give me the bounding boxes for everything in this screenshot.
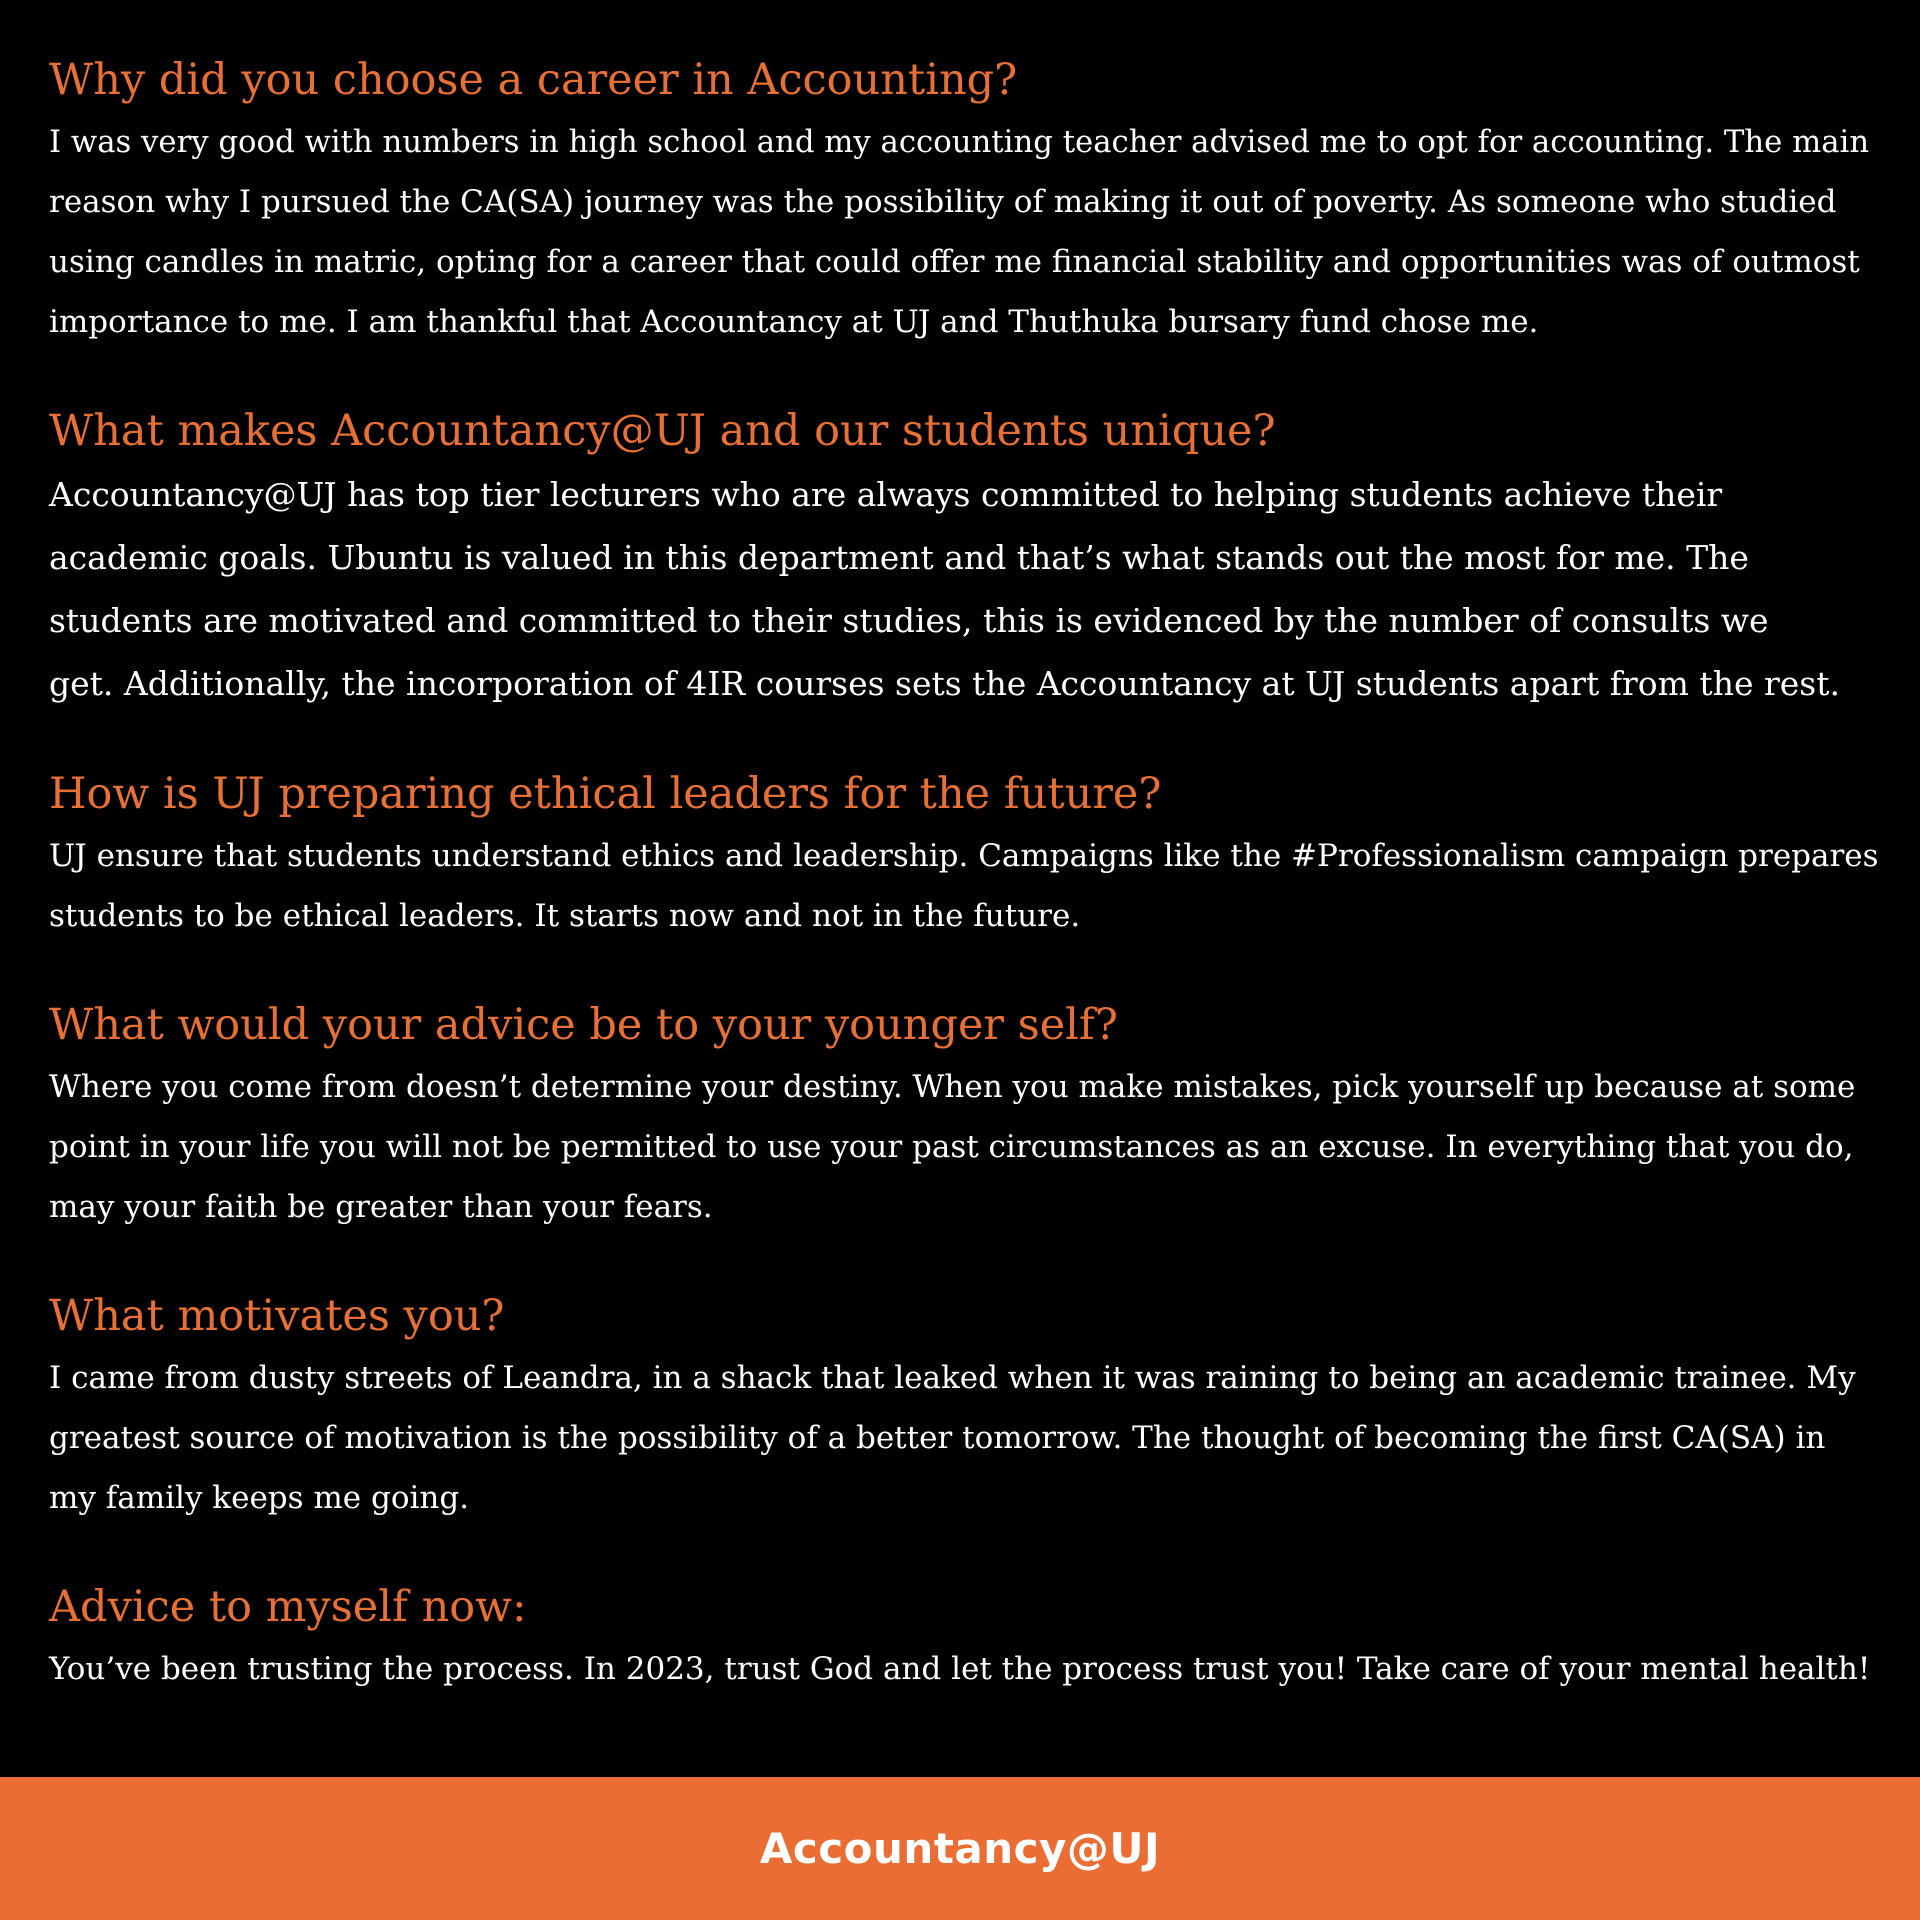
answer-line: reason why I pursued the CA(SA) journey was the possibility of making it out of poverty. As someone who studied xyxy=(49,184,1837,220)
qa-section-younger-self xyxy=(49,993,1879,1237)
answer-line: academic goals. Ubuntu is valued in this department and that’s what stands out the most for me. The xyxy=(49,538,1749,577)
qa-content xyxy=(49,48,1879,1699)
answer-line: get. Additionally, the incorporation of 4IR courses sets the Accountancy at UJ students apart from the rest. xyxy=(49,664,1840,703)
answer-text xyxy=(49,1639,1879,1699)
answer-line: Where you come from doesn’t determine your destiny. When you make mistakes, pick yourself up because at some xyxy=(49,1069,1856,1105)
answer-text xyxy=(49,463,1879,715)
qa-section-ethical-leaders xyxy=(49,762,1879,946)
qa-section-advice-now xyxy=(49,1575,1879,1699)
answer-line: using candles in matric, opting for a career that could offer me financial stability and opportunities was of outmost xyxy=(49,244,1860,280)
footer-banner xyxy=(0,1777,1920,1920)
answer-line: point in your life you will not be permitted to use your past circumstances as an excuse. In everything that you do, xyxy=(49,1129,1854,1165)
qa-section-unique xyxy=(49,399,1879,715)
answer-line: I came from dusty streets of Leandra, in a shack that leaked when it was raining to being an academic trainee. My xyxy=(49,1360,1856,1396)
answer-line: Accountancy@UJ has top tier lecturers who are always committed to helping students achieve their xyxy=(49,475,1723,514)
question-heading: What makes Accountancy@UJ and our students unique? xyxy=(49,406,1276,456)
footer-brand: Accountancy@UJ xyxy=(759,1824,1161,1873)
answer-text xyxy=(49,1348,1879,1528)
question-heading: How is UJ preparing ethical leaders for the future? xyxy=(49,769,1162,819)
answer-text xyxy=(49,112,1879,352)
answer-line: You’ve been trusting the process. In 2023, trust God and let the process trust you! Take care of your mental health! xyxy=(49,1651,1871,1687)
answer-line: greatest source of motivation is the possibility of a better tomorrow. The thought of becoming the first CA(SA) in xyxy=(49,1420,1826,1456)
answer-line: my family keeps me going. xyxy=(49,1480,470,1516)
answer-line: I was very good with numbers in high school and my accounting teacher advised me to opt for accounting. The main xyxy=(49,124,1870,160)
question-heading: Advice to myself now: xyxy=(49,1582,527,1632)
answer-text xyxy=(49,826,1879,946)
answer-line: importance to me. I am thankful that Accountancy at UJ and Thuthuka bursary fund chose me. xyxy=(49,304,1539,340)
question-heading: Why did you choose a career in Accounting? xyxy=(49,55,1018,105)
qa-section-motivation xyxy=(49,1284,1879,1528)
question-heading: What motivates you? xyxy=(49,1291,505,1341)
qa-section-career xyxy=(49,48,1879,352)
answer-line: students to be ethical leaders. It starts now and not in the future. xyxy=(49,898,1081,934)
answer-line: UJ ensure that students understand ethics and leadership. Campaigns like the #Professionalism campaign prepares xyxy=(49,838,1879,874)
answer-line: may your faith be greater than your fears. xyxy=(49,1189,713,1225)
answer-line: students are motivated and committed to their studies, this is evidenced by the number of consults we xyxy=(49,601,1769,640)
answer-text xyxy=(49,1057,1879,1237)
question-heading: What would your advice be to your younger self? xyxy=(49,1000,1118,1050)
